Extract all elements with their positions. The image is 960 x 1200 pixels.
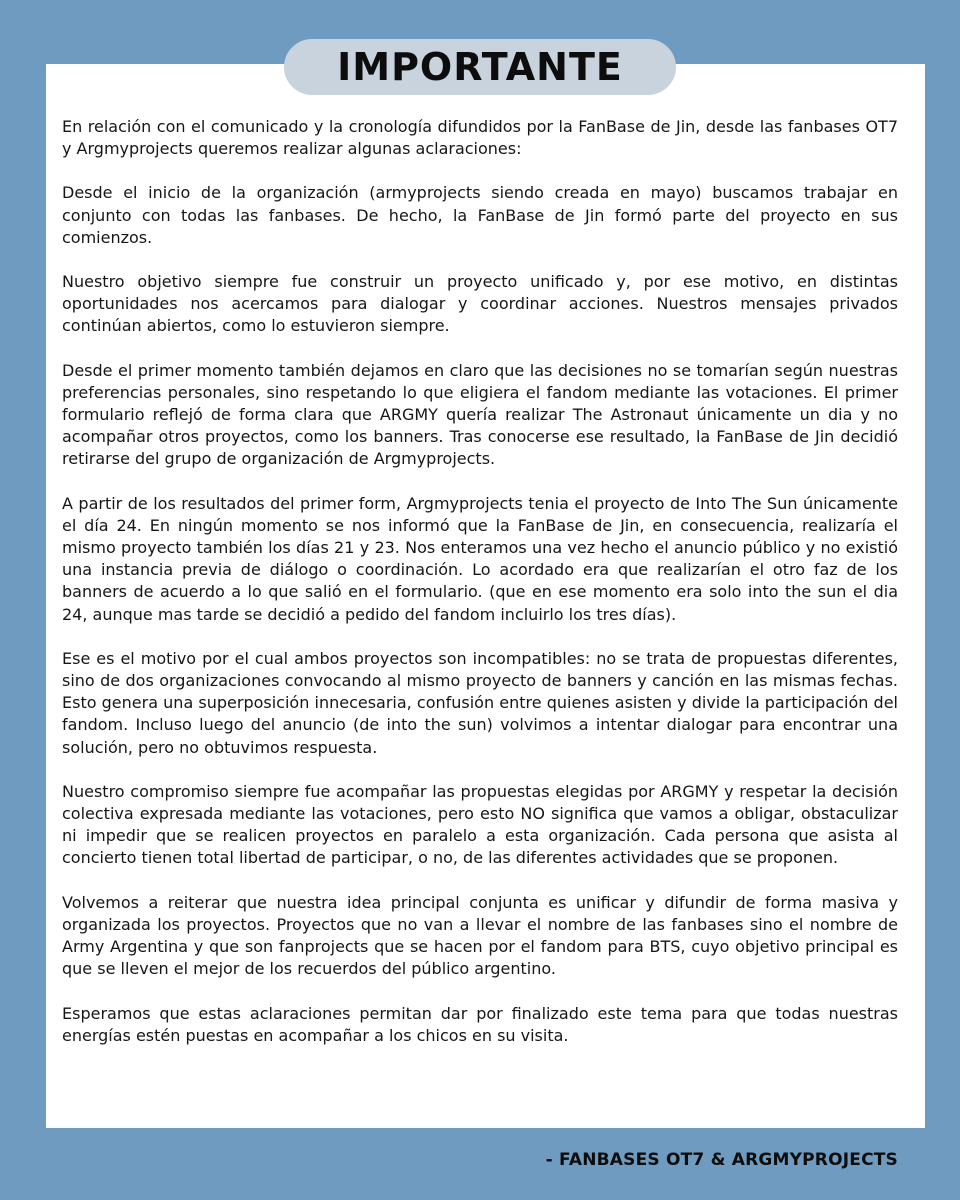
paragraph-intro: En relación con el comunicado y la cronología difundidos por la FanBase de Jin, desde las fanbases OT7 y Argmyprojects queremos realizar algunas aclaraciones: bbox=[62, 117, 898, 159]
paragraph-commitment: Nuestro compromiso siempre fue acompañar las propuestas elegidas por ARGMY y respetar la decisión colectiva expresada mediante las votaciones, pero esto NO significa que vamos a obligar, obstaculizar ni impedir que se realicen proyectos en paralelo a esta organización. Cada persona que asista al concierto tienen total libertad de participar, o no, de las diferentes actividades que se proponen. bbox=[62, 781, 898, 868]
statement-body bbox=[62, 116, 898, 1069]
paragraph-closing: Esperamos que estas aclaraciones permitan dar por finalizado este tema para que todas nuestras energías estén puestas en acompañar a los chicos en su visita. bbox=[62, 1003, 898, 1045]
paragraph-objective: Nuestro objetivo siempre fue construir un proyecto unificado y, por ese motivo, en distintas oportunidades nos acercamos para dialogar y coordinar acciones. Nuestros mensajes privados continúan abiertos, como lo estuvieron siempre. bbox=[62, 272, 898, 336]
paragraph-main-idea: Volvemos a reiterar que nuestra idea principal conjunta es unificar y difundir de forma masiva y organizada los proyectos. Proyectos que no van a llevar el nombre de las fanbases sino el nombre de Army Argentina y que son fanprojects que se hacen por el fandom para BTS, cuyo objetivo principal es que se lleven el mejor de los recuerdos del público argentino. bbox=[62, 892, 898, 979]
title-banner bbox=[284, 39, 676, 95]
signature: - FANBASES OT7 & ARGMYPROJECTS bbox=[545, 1150, 898, 1170]
paragraph-decisions: Desde el primer momento también dejamos en claro que las decisiones no se tomarían según nuestras preferencias personales, sino respetando lo que eligiera el fandom mediante las votaciones. El primer formulario reflejó de forma clara que ARGMY quería realizar The Astronaut únicamente un dia y no acompañar otros proyectos, como los banners. Tras conocerse ese resultado, la FanBase de Jin decidió retirarse del grupo de organización de Argmyprojects. bbox=[62, 360, 898, 469]
paragraph-incompatibility: Ese es el motivo por el cual ambos proyectos son incompatibles: no se trata de propuestas diferentes, sino de dos organizaciones convocando al mismo proyecto de banners y canción en las mismas fechas. Esto genera una superposición innecesaria, confusión entre quienes asisten y divide la participación del fandom. Incluso luego del anuncio (de into the sun) volvimos a intentar dialogar para encontrar una solución, pero no obtuvimos respuesta. bbox=[62, 648, 898, 757]
page-title: IMPORTANTE bbox=[337, 45, 623, 89]
paragraph-into-the-sun: A partir de los resultados del primer form, Argmyprojects tenia el proyecto de Into The Sun únicamente el día 24. En ningún momento se nos informó que la FanBase de Jin, en consecuencia, realizaría el mismo proyecto también los días 21 y 23. Nos enteramos una vez hecho el anuncio público y no existió una instancia previa de diálogo o coordinación. Lo acordado era que realizarían el otro faz de los banners de acuerdo a lo que salió en el formulario. (que en ese momento era solo into the sun el dia 24, aunque mas tarde se decidió a pedido del fandom incluirlo los tres días). bbox=[62, 493, 898, 624]
paragraph-organization-start: Desde el inicio de la organización (armyprojects siendo creada en mayo) buscamos trabajar en conjunto con todas las fanbases. De hecho, la FanBase de Jin formó parte del proyecto en sus comienzos. bbox=[62, 183, 898, 247]
